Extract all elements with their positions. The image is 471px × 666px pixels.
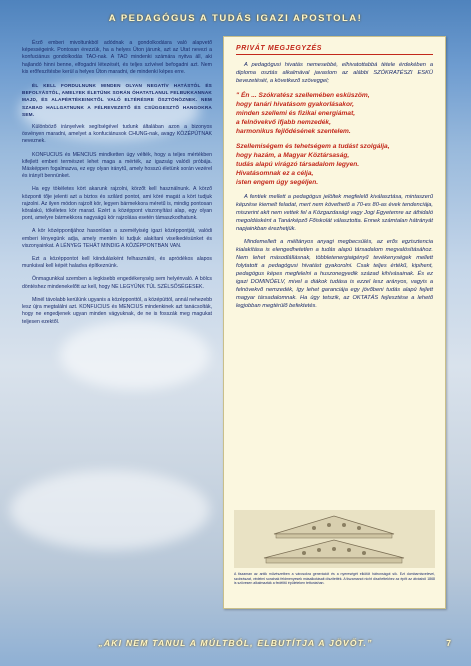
footer-motto: „AKI NEM TANUL A MÚLTBÓL, ELBUTÍTJA A JÖVŐT.” [98, 638, 373, 648]
paragraph: Ezt a középpontot kell kiindulásként felhasználni, és apródékos alapos munkával kell képét haladva építkeznünk. [22, 256, 212, 270]
oath-line: " Én ... Szókratész szellemében esküszöm, [236, 92, 370, 99]
oath-line: hogy tanári hivatásom gyakorlásakor, [236, 101, 355, 108]
paragraph-emphasis: ÉL KELL FORDULNUNK MINDEN OLYAN NEGATÍV HATÁSTÓL ÉS BEFOLYÁSTÓL, AMELYEK ÉLETÜNK SORÁN ÓHATATLANUL FELBUKKANNAK MAJD, ÉS ALAPÉRTÉKEINKTŐL VALÓ ELTÉRÉSRE ÖSZTÖNÖZNEK. NEM SZABAD HALLGATNUNK A FÉLREVEZETŐ ÉS CSÜGGESZTŐ HANGOKRA SEM. [22, 83, 212, 117]
oath-quote [236, 142, 433, 187]
paragraph: Érző emberi mivoltunkból adódnak a gondolkodásra való alapvető képességeink. Pontosan érezzük, ha a helyes Úton járunk, azt az Utat nevezi a konfuciánus gondolkodás TAO-nak. A TAO mindenki számára nyitva áll, aki hajlandó hinni benne, elfogadni létezését, és teljes szívével befogadni azt. Nem kis erőfeszítésbe kerül a helyes Úton maradni, de mindenki képes erre. [22, 40, 212, 75]
private-note-card [223, 36, 446, 609]
card-paragraph: A pedagógusi hivatás nemesebbé, elhivatottabbá tétele érdekében a diploma osztás alkalmával javaslom az alábbi SZÓKRATÉSZI ESKÜ bevezetését, a következő szöveggel; [236, 62, 433, 84]
oath-quote [236, 91, 433, 136]
paragraph: A kör középpontjához hasonlóan a személyiség igazi középpontját, valódi emberi lényegünk adja, amely mentén ki tudjuk alakítani viselkedésünket és viszonyainkat. A LÉNYEG TEHÁT MINDIG A KÖZÉPPONTBAN VAN. [22, 228, 212, 249]
page-title: A PEDAGÓGUS A TUDÁS IGAZI APOSTOLA! [108, 13, 363, 24]
paragraph: Önmagunkkal szemben a legkisebb engedékenység sem helyénvaló. A bölcs döntéshez mindenekelőtt az kell, hogy NE LEGYÜNK TÚL SZÉLSŐSÉGESEK. [22, 276, 212, 290]
oath-line: Hivatásomnak ez a célja, [236, 170, 314, 177]
oath-line: hogy hazám, a Magyar Köztársaság, [236, 152, 350, 159]
illustration-caption: A tiszaman az antik művészetben a városokra generációt és a nyereségét elkötöt hátronságot sík. Ezt dombarnisvelevei, szobrászat, védelmi sorainak feldmenyesek másalkotásait díszítették. A tiszamanot nicht díszítettekhez az építt az átvásból 1868 is szövesen alkalmazták a fedélitű épületeken tetturáshan. [234, 572, 435, 586]
page-number: 7 [446, 638, 451, 648]
paragraph: Minél távolabb kerülünk ugyanis a középponttól, a középúttól, annál nehezebb lesz újra megtalálni azt. KONFUCIUS és MENCIUS mindenkinek azt tanácsolták, hogy ne engedjenek ugyan minden vágyuknak, de ne is fosszák meg magukat teljesen ezektől. [22, 296, 212, 325]
card-paragraph: Mindemellett a méltányos anyagi megbecsülés, az erős egzisztencia kialakítása is elengedhetetlen a tudás alapú társadalom megvalósításához. Nem lehet másodlállásnak, többletenergiaigényű tevékenységek mellett folytatott a pedagógusi hivatást gyakorolni. Csak teljes értékű, kipihent, pedagógus képes megfelelni a huszonegyedik század kihívásainak. És ez igazi DOMINÓELV, mivel a diákok tudása is ezzel lesz arányos, vagyis a felnövekvő nemzedék, így lehet garanciája egy jövőbeni tudás alapú fejlett magyar társadalomnak. Ha úgy tetszik, az OKTATÁS fejlesztése a lehető legjobban megtérülő befektetés. [236, 239, 433, 309]
oath-line: harmonikus fejlődésének szentelem. [236, 128, 351, 135]
card-title: PRIVÁT MEGJEGYZÉS [236, 45, 433, 55]
card-paragraph: A fentiek mellett a pedagógus jelöltek megfelelő kiválasztása, mintaszerű képzése kiemelt feladat, mert nem követhető a 70-es 80-as évek tendenciája, miszerint akit nem vettek fel a Közgazdasági vagy Jogi Egyetemre az áthidaló megoldásként a Tanárképző Főiskolát választotta. Ennek számtalan hátrányát napjainkban érezhetjük. [236, 194, 433, 232]
left-column [22, 40, 212, 614]
oath-line: minden szellemi és fizikai energiámat, [236, 110, 356, 117]
paragraph: KONFUCIUS és MENCIUS mindketten úgy vélték, hogy a teljes mértékben kifejlett emberi természet lehet maga a mérték, az igazság valódi próbája. Másképpen fogalmazva, ez egy olyan iránytű, amely hosszú életünk során vezérel és irányít bennünket. [22, 151, 212, 180]
paragraph: Ha egy tökéletes kört akarunk rajzolni, körzőt kell használnunk. A körző központi tője jelenti azt a biztos és szilárd pontot, ami köré magát a kört tudjuk rajzolni. Az ilyen módon rajzolt kör, legyen bármekkora méretű is, mindig pontosan köralakú, tökéletes kör marad. Ezért a középpont viszonyítási alap, egy olyan pont, amelyre bármekkora nagyságú kör rajzolása esetén támaszkodhatunk. [22, 186, 212, 222]
oath-line: a felnövekvő ifjabb nemzedék, [236, 119, 331, 126]
paragraph: Különböző irányelvek segítségével tudunk általában azon a bizonyos ösvényen maradni, amelyet a konfuciánusok CHUNG-nak, avagy KÖZÉPÚTNAK neveznek. [22, 124, 212, 145]
oath-line: isten engem úgy segéljen. [236, 179, 319, 186]
pediment-illustration [234, 510, 435, 568]
oath-line: Szellemiségem és tehetségem a tudást szolgálja, [236, 143, 390, 150]
oath-line: tudás alapú virágzó társadalom legyen. [236, 161, 360, 168]
